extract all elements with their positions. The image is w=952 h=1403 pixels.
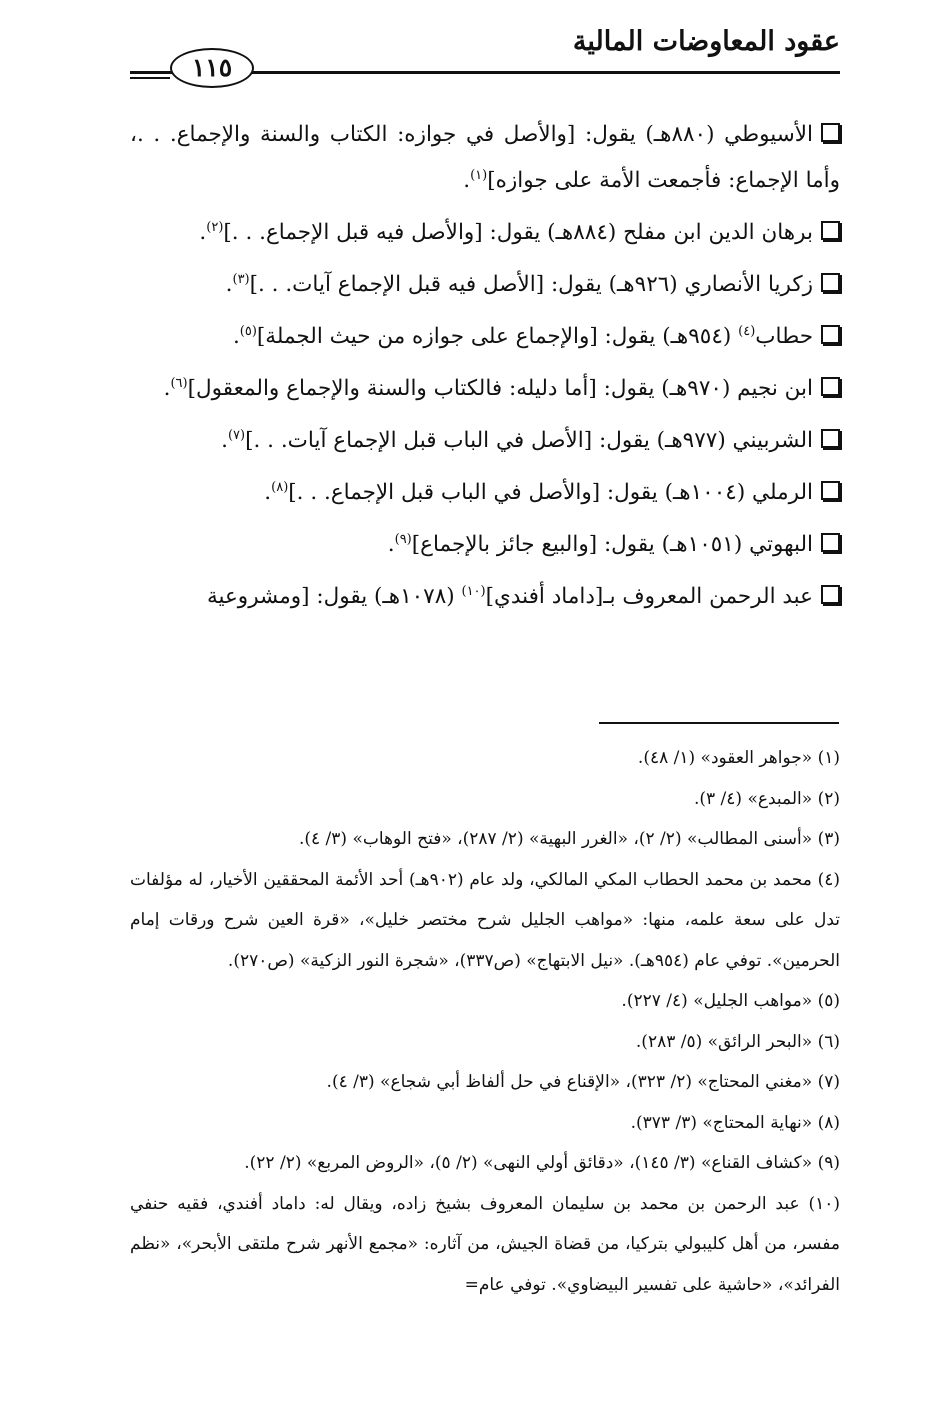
entry-ibn-muflih [130, 210, 840, 256]
checkbox-bullet-icon [821, 481, 840, 500]
entry-text-continued: (١٠٧٨هـ) يقول: [ومشروعية [206, 584, 455, 609]
page-number: ١١٥ [170, 48, 254, 88]
entry-text: زكريا الأنصاري (٩٢٦هـ) يقول: [الأصل فيه قبل الإجماع آيات. . .] [249, 272, 813, 297]
footnote-ref: (٥) [239, 323, 257, 339]
entry-text: عبد الرحمن المعروف بـ[داماد أفندي] [485, 584, 813, 609]
checkbox-bullet-icon [821, 533, 840, 552]
checkbox-bullet-icon [821, 429, 840, 448]
main-text [130, 112, 840, 626]
entry-text: ابن نجيم (٩٧٠هـ) يقول: [أما دليله: فالكتاب والسنة والإجماع والمعقول] [187, 376, 813, 401]
footnote-ref: (٧) [227, 427, 246, 443]
checkbox-bullet-icon [821, 325, 840, 344]
entry-text: البهوتي (١٠٥١هـ) يقول: [والبيع جائز بالإجماع] [411, 532, 813, 557]
footnote-9: (٩) «كشاف القناع» (٣/ ١٤٥)، «دقائق أولي النهى» (٢/ ٥)، «الروض المربع» (٢/ ٢٢). [244, 1153, 840, 1173]
entry-ramli [130, 470, 840, 516]
footnote-4: (٤) محمد بن محمد الحطاب المكي المالكي، ولد عام (٩٠٢هـ) أحد الأئمة المحققين الأخيار، له مؤلفات تدل على سعة علمه، منها: «مواهب الجليل شرح مختصر خليل»، «قرة العين شرح ورقات إمام الحرمين». توفي عام (٩٥٤هـ). «نيل الابتهاج» (ص٣٣٧)، «شجرة النور الزكية» (ص٢٧٠). [130, 869, 840, 971]
checkbox-bullet-icon [821, 123, 840, 142]
footnote-ref: (٩) [394, 531, 412, 547]
running-header-title: عقود المعاوضات المالية [572, 26, 840, 57]
entry-text: الشربيني (٩٧٧هـ) يقول: [الأصل في الباب قبل الإجماع آيات. . .] [245, 428, 813, 453]
period: . [225, 272, 233, 297]
checkbox-bullet-icon [821, 585, 840, 604]
period: . [387, 532, 395, 557]
period: . [232, 324, 240, 349]
footnote-8: (٨) «نهاية المحتاج» (٣/ ٣٧٣). [630, 1112, 840, 1133]
entry-shirbini [130, 418, 840, 464]
footnote-6: (٦) «البحر الرائق» (٥/ ٢٨٣). [635, 1031, 840, 1052]
entry-text: الأسيوطي (٨٨٠هـ) يقول: [والأصل في جوازه: الكتاب والسنة والإجماع. . .، وأما الإجماع: فأجمعت الأمة على جوازه] [130, 122, 840, 193]
footnote-5: (٥) «مواهب الجليل» (٤/ ٢٢٧). [621, 991, 840, 1011]
entry-damad-afandi [130, 574, 840, 620]
footnote-ref: (٣) [232, 271, 250, 287]
checkbox-bullet-icon [821, 377, 840, 396]
entry-text: برهان الدين ابن مفلح (٨٨٤هـ) يقول: [والأصل فيه قبل الإجماع. . .] [223, 220, 813, 245]
checkbox-bullet-icon [821, 221, 840, 240]
footnote-1: (١) «جواهر العقود» (١/ ٤٨). [637, 748, 840, 768]
footnote-7: (٧) «مغني المحتاج» (٢/ ٣٢٣)، «الإقناع في حل ألفاظ أبي شجاع» (٣/ ٤). [326, 1072, 840, 1092]
footnotes [130, 738, 840, 1305]
footnote-ref: (١٠) [461, 583, 486, 599]
entry-hattab [130, 314, 840, 360]
footnote-separator [599, 722, 839, 724]
footnote-ref: (٦) [170, 375, 188, 391]
footnote-10: (١٠) عبد الرحمن بن محمد بن سليمان المعروف بشيخ زاده، ويقال له: داماد أفندي، فقيه حنفي مفسر، من أهل كليبولي بتركيا، من قضاة الجيش، من آثاره: «مجمع الأنهر شرح ملتقى الأبحر»، «نظم الفرائد»، «حاشية على تفسير البيضاوي». توفي عام= [130, 1193, 840, 1295]
entry-text: (٩٥٤هـ) يقول: [والإجماع على جوازه من حيث الجملة] [256, 324, 732, 349]
footnote-ref: (٢) [206, 219, 224, 235]
entry-ibn-nujaym [130, 366, 840, 412]
footnote-ref: (٨) [271, 479, 289, 495]
entry-buhuti [130, 522, 840, 568]
checkbox-bullet-icon [821, 273, 840, 292]
period: . [221, 428, 228, 453]
footnote-ref: (٤) [738, 323, 756, 339]
entry-ansari [130, 262, 840, 308]
period: . [163, 376, 171, 401]
footnote-2: (٢) «المبدع» (٤/ ٣). [693, 788, 840, 809]
entry-text: الرملي (١٠٠٤هـ) يقول: [والأصل في الباب قبل الإجماع. . .] [288, 480, 813, 505]
period: . [199, 220, 207, 245]
footnote-3: (٣) «أسنى المطالب» (٢/ ٢)، «الغرر البهية» (٢/ ٢٨٧)، «فتح الوهاب» (٣/ ٤). [298, 829, 840, 849]
period: . [264, 480, 272, 505]
entry-name: حطاب [755, 324, 813, 349]
period: . [463, 168, 471, 193]
header-rule-tail [130, 77, 170, 79]
entry-asyuti [130, 112, 840, 204]
footnote-ref: (١) [470, 167, 488, 183]
